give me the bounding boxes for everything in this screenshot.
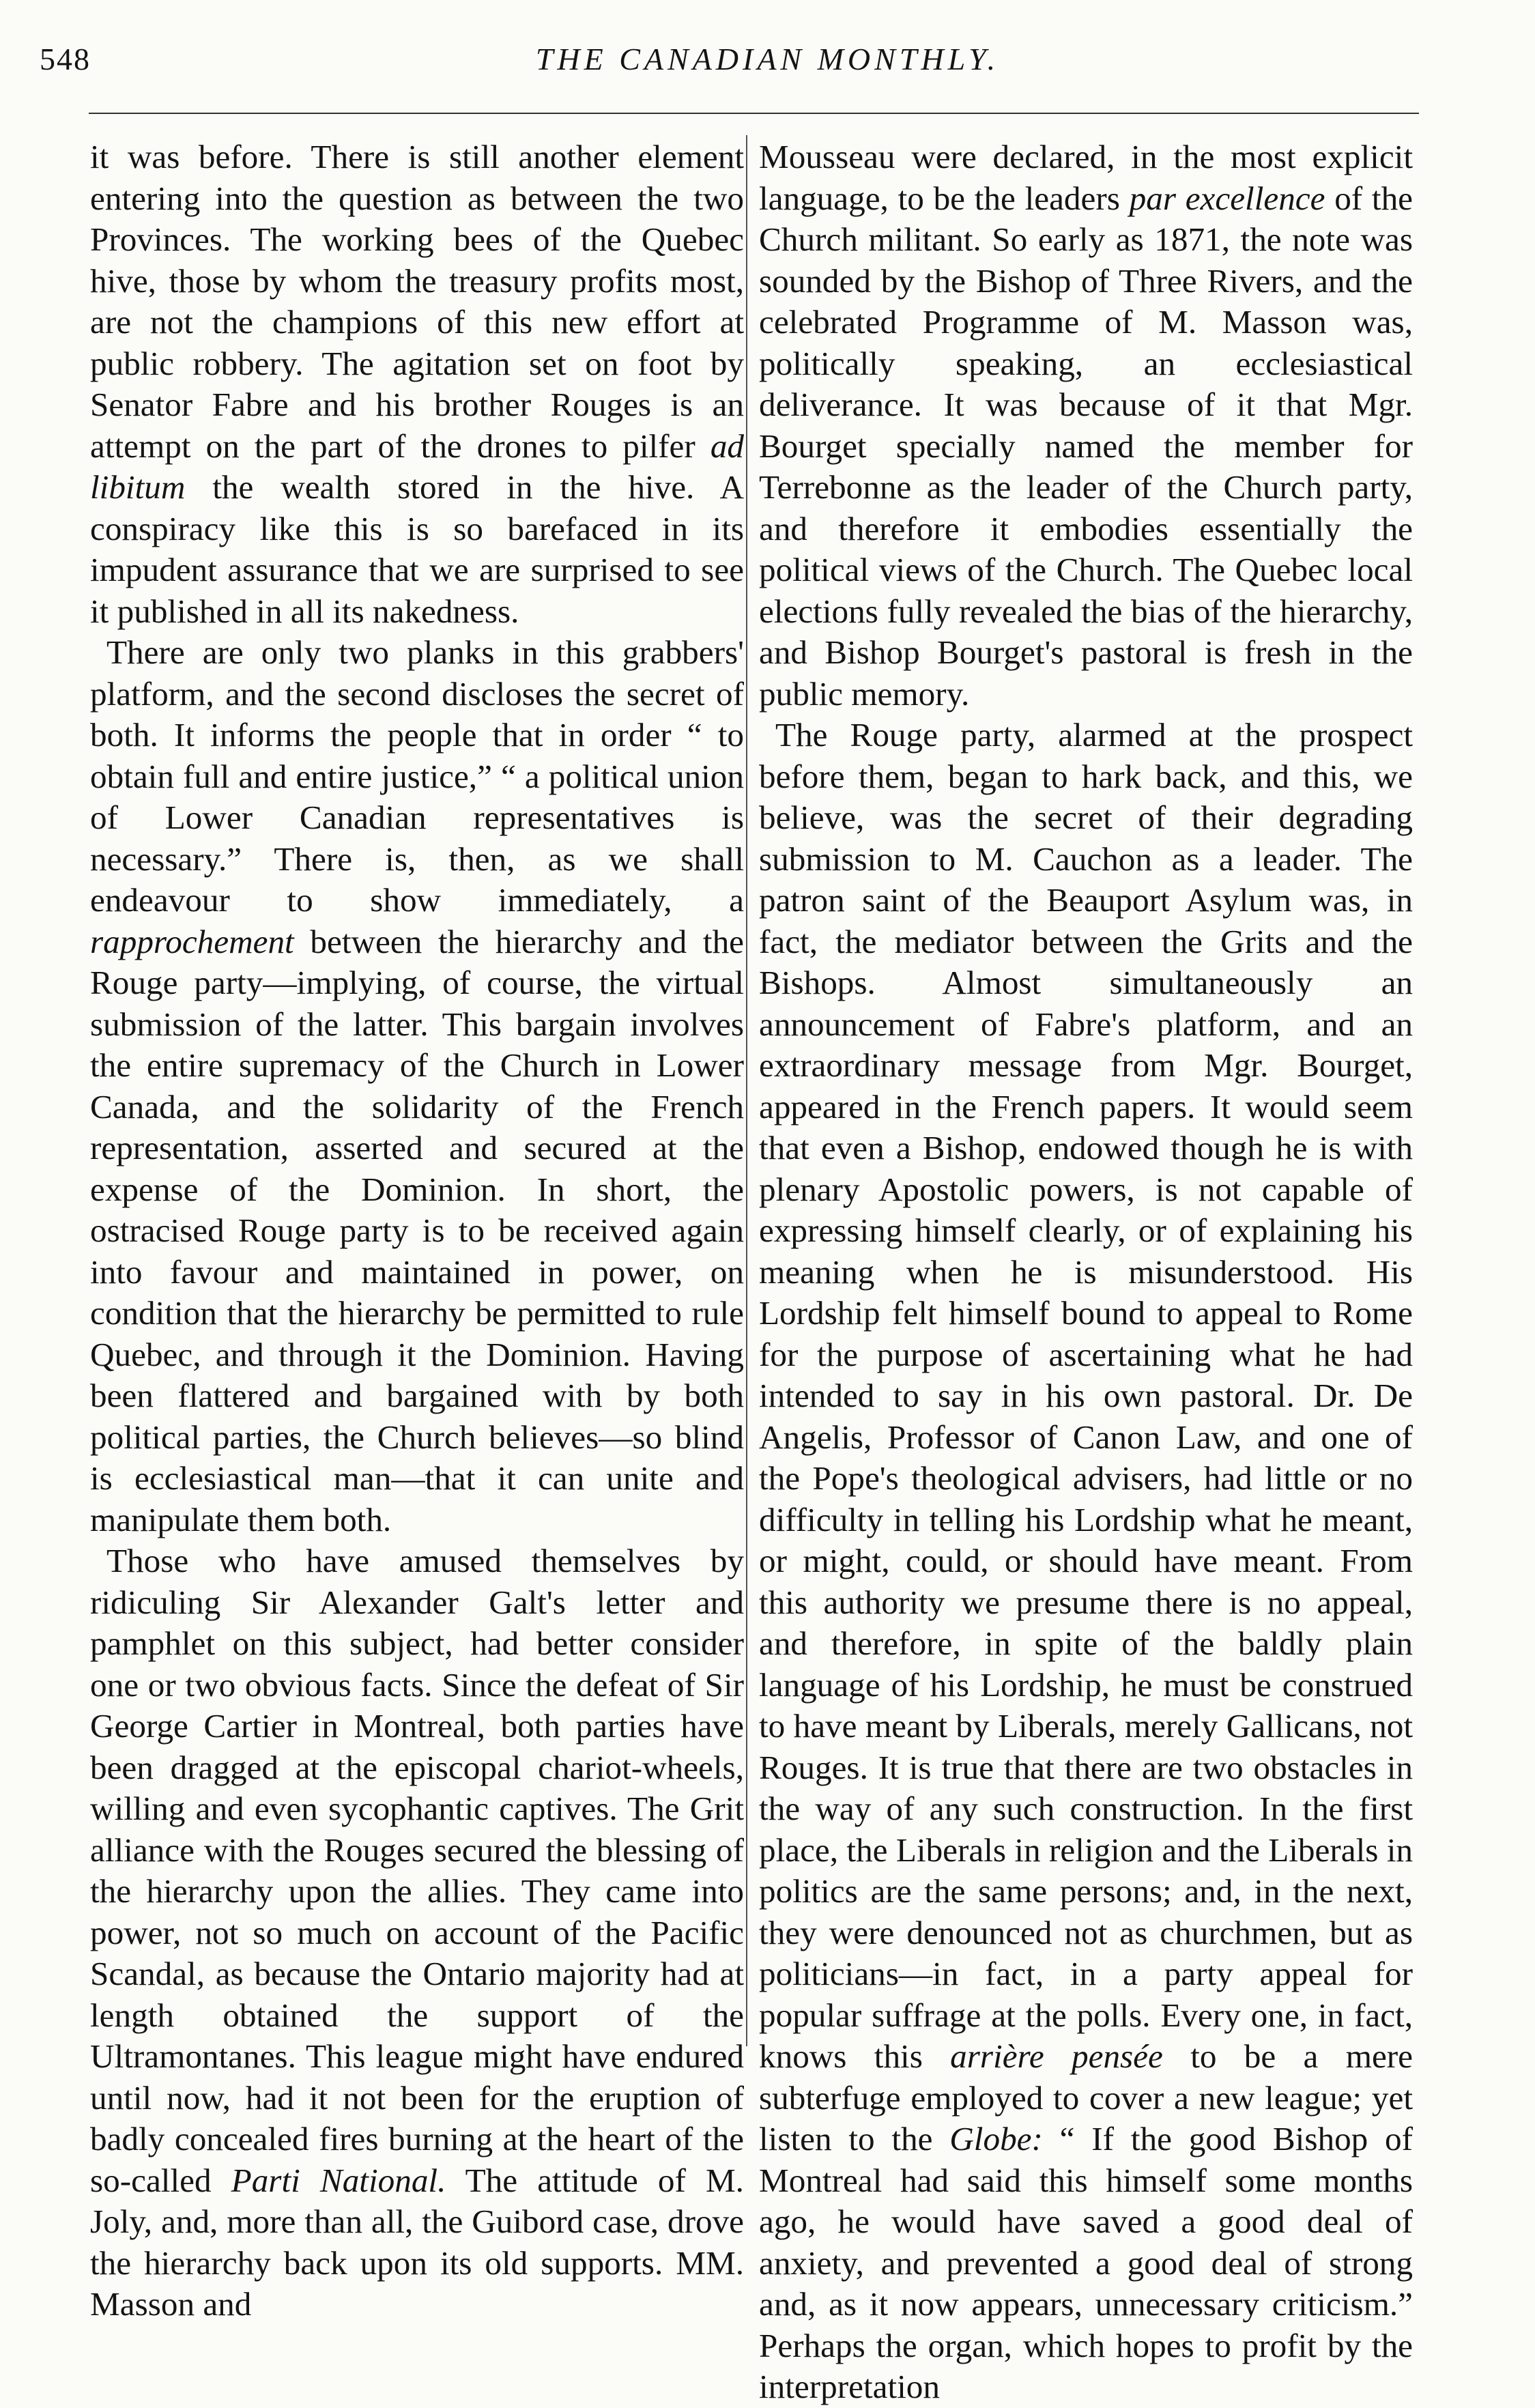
text-run: “ If the good Bishop of Montreal had said this himself some months ago, he would have saved a good deal of anxiety, and prevented a good deal of strong and, as it now appears, unnecessary criticism.” Perhaps the organ, which hopes to profit by the interpretation — [759, 2120, 1414, 2405]
text-run: it was before. There is still another element entering into the question as between the two Provinces. The working bees of the Quebec hive, those by whom the treasury profits most, are not the champions of this new effort at public robbery. The agitation set on foot by Senator Fabre and his brother Rouges is an attempt on the part of the drones to pilfer — [90, 138, 744, 465]
text-run: The Rouge party, alarmed at the prospect before them, began to hark back, and this, we believe, was the secret of their degrading submission to M. Cauchon as a leader. The patron saint of the Beauport Asylum was, in fact, the mediator between the Grits and the Bishops. Almost simultaneously an announcement of Fabre's platform, and an extraordinary message from Mgr. Bourget, appeared in the French papers. It would seem that even a Bishop, endowed though he is with plenary Apostolic powers, is not capable of expressing himself clearly, or of explaining his meaning when he is misunderstood. His Lordship felt himself bound to appeal to Rome for the purpose of ascertaining what he had intended to say in his own pastoral. Dr. De Angelis, Professor of Canon Law, and one of the Pope's theological advisers, had little or no difficulty in telling his Lordship what he meant, or might, could, or should have meant. From this authority we presume there is no appeal, and therefore, in spite of the baldly plain language of his Lordship, he must be construed to have meant by Liberals, merely Gallicans, not Rouges. It is true that there are two obstacles in the way of any such construction. In the first place, the Liberals in religion and the Liberals in politics are the same persons; and, in the next, they were denounced not as churchmen, but as politicians—in fact, in a party appeal for popular suffrage at the polls. Every one, in fact, knows this — [759, 716, 1413, 2075]
text-run: of the Church militant. So early as 1871, the note was sounded by the Bishop of Three Rivers, and the celebrated Programme of M. Masson was, politically speaking, an ecclesiastical deliverance. It was because of it that Mgr. Bourget specially named the member for Terrebonne as the leader of the Church party, and therefore it embodies essentially the political views of the Church. The Quebec local elections fully revealed the bias of the hierarchy, and Bishop Bourget's pastoral is fresh in the public memory. — [759, 179, 1414, 713]
italic-run: arrière pensée — [950, 2037, 1163, 2075]
text-run: Those who have amused themselves by ridiculing Sir Alexander Galt's letter and pamphlet on this subject, had better consider one or two obvious facts. Since the defeat of Sir George Cartier in Montreal, both parties have been dragged at the episcopal chariot-wheels, willing and even sycophantic captives. The Grit alliance with the Rouges secured the blessing of the hierarchy upon the allies. They came into power, not so much on account of the Pacific Scandal, as because the Ontario majority had at length obtained the support of the Ultramontanes. This league might have endured until now, had it not been for the eruption of badly concealed fires burning at the heart of the so-called — [90, 1542, 744, 2199]
running-head-title: THE CANADIAN MONTHLY. — [535, 42, 1000, 76]
paragraph — [90, 632, 744, 1540]
italic-run: par excellence — [1129, 179, 1325, 217]
paragraph — [759, 715, 1413, 2408]
italic-run: ad libitum — [90, 427, 744, 506]
italic-run: Globe: — [949, 2120, 1043, 2158]
text-run: the wealth stored in the hive. A conspiracy like this is so barefaced in its impudent assurance that we are surprised to see it published in all its nakedness. — [90, 468, 744, 630]
header-rule — [89, 113, 1419, 114]
text-run: There are only two planks in this grabbers' platform, and the second discloses the secret of both. It informs the people that in order “ to obtain full and entire justice,” “ a political union of Lower Canadian representatives is necessary.” There is, then, as we shall endeavour to show immediately, a — [90, 633, 744, 919]
italic-run: Parti National. — [231, 2161, 446, 2199]
paragraph — [90, 137, 744, 632]
left-column — [90, 137, 744, 2325]
paragraph — [90, 1540, 744, 2325]
text-run: to be a mere subterfuge employed to cover a new league; yet listen to the — [759, 2037, 1413, 2158]
text-run: The attitude of M. Joly, and, more than all, the Guibord case, drove the hierarchy back upon its old supports. MM. Masson and — [90, 2161, 744, 2323]
right-column — [759, 137, 1413, 2408]
paragraph — [759, 137, 1413, 715]
column-divider — [746, 135, 747, 2046]
page-number: 548 — [40, 42, 91, 76]
text-run: Mousseau were declared, in the most explicit language, to be the leaders — [759, 138, 1413, 217]
text-run: between the hierarchy and the Rouge party—implying, of course, the virtual submission of the latter. This bargain involves the entire supremacy of the Church in Lower Canada, and the solidarity of the French representation, asserted and secured at the expense of the Dominion. In short, the ostracised Rouge party is to be received again into favour and maintained in power, on condition that the hierarchy be permitted to rule Quebec, and through it the Dominion. Having been flattered and bargained with by both political parties, the Church believes—so blind is ecclesiastical man—that it can unite and manipulate them both. — [90, 922, 744, 1538]
italic-run: rapprochement — [90, 922, 294, 960]
